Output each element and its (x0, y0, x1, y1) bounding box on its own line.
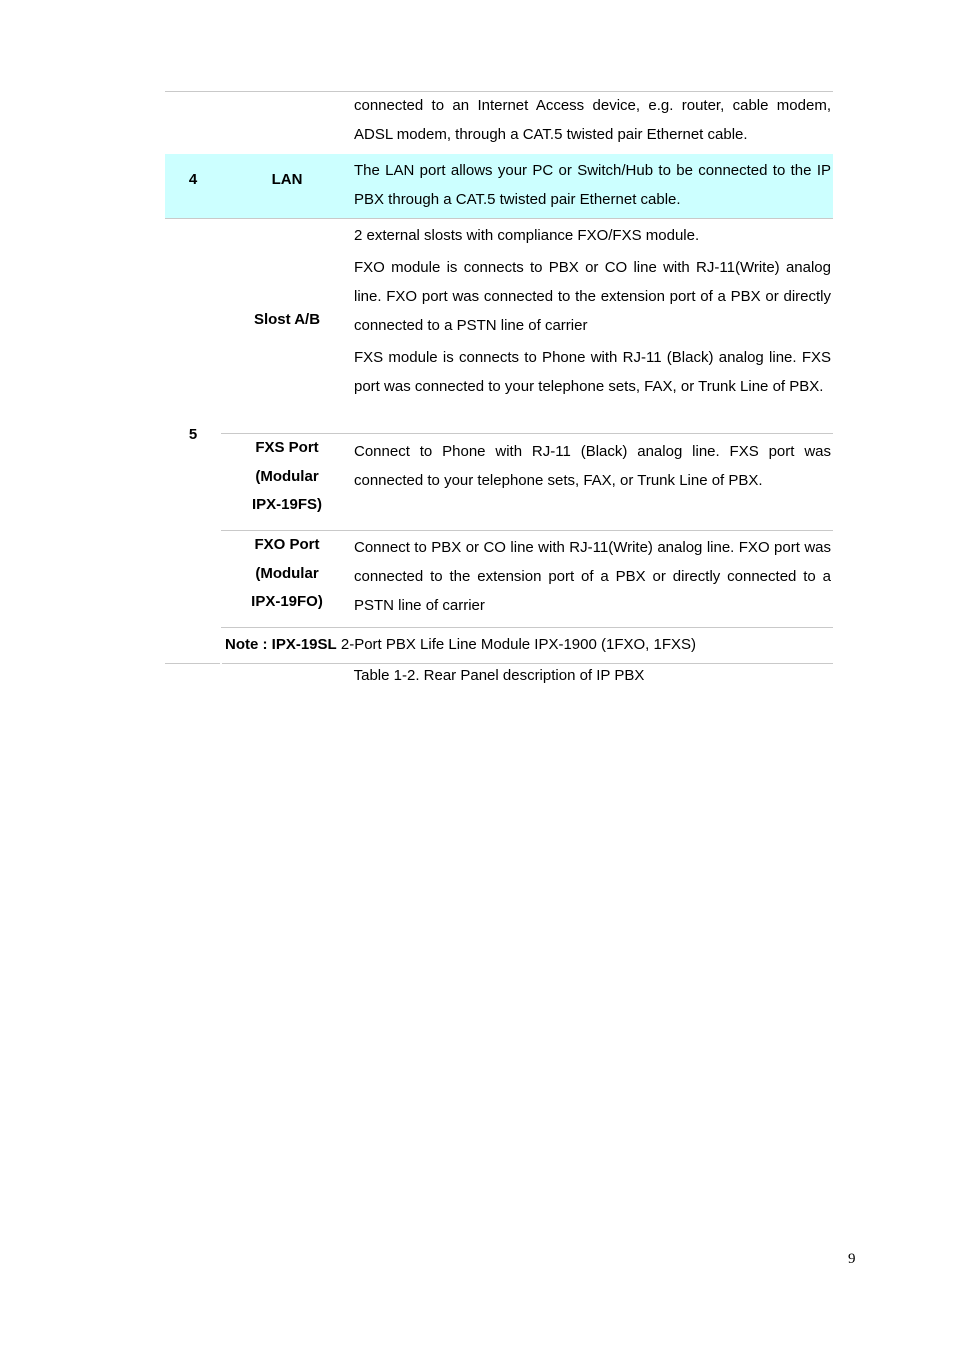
table-note (225, 636, 831, 653)
page-number: 9 (848, 1251, 856, 1267)
fxs-name-line: FXS Port (255, 439, 319, 456)
slot-paragraph: FXO module is connects to PBX or CO line with RJ-11(Write) analog line. FXO port was connected to the extension port of a PBX or directly connected to a PSTN line of carrier (354, 259, 831, 334)
slot-paragraph: FXS module is connects to Phone with RJ-11 (Black) analog line. FXS port was connected to your telephone sets, FAX, or Trunk Line of PBX. (354, 349, 831, 395)
table-row-lan (165, 154, 833, 218)
row-slot-name: Slost A/B (253, 311, 321, 328)
row-fxo-name (221, 531, 353, 617)
slot-description (354, 221, 831, 401)
row-description: connected to an Internet Access device, e.g. router, cable modem, ADSL modem, through a CAT.5 twisted pair Ethernet cable. (354, 97, 831, 143)
row-port-name: LAN (271, 171, 303, 188)
fxo-name-line: IPX-19FO) (251, 593, 323, 611)
fxo-name-line: FXO Port (254, 536, 320, 553)
fxs-description: Connect to Phone with RJ-11 (Black) analog line. FXS port was connected to your telephone sets, FAX, or Trunk Line of PBX. (354, 443, 831, 489)
note-text: 2-Port PBX Life Line Module IPX-1900 (1FXO, 1FXS) (336, 636, 697, 653)
fxs-name-line: IPX-19FS) (251, 496, 323, 514)
fxo-description: Connect to PBX or CO line with RJ-11(Write) analog line. FXO port was connected to the extension port of a PBX or directly connected to a PSTN line of carrier (354, 539, 831, 614)
slot-paragraph: 2 external slosts with compliance FXO/FXS module. (354, 227, 700, 244)
table-rule (222, 663, 833, 664)
note-label: Note : IPX-19SL (225, 636, 337, 653)
row-number: 5 (188, 426, 198, 443)
table-caption: Table 1-2. Rear Panel description of IP PBX (353, 667, 645, 684)
row-fxs-name (221, 434, 353, 520)
row-description: The LAN port allows your PC or Switch/Hub to be connected to the IP PBX through a CAT.5 twisted pair Ethernet cable. (354, 162, 831, 208)
row-number: 4 (188, 171, 198, 188)
table-rule (165, 218, 833, 219)
table-rule (165, 663, 220, 664)
fxs-name-line: (Modular (255, 467, 319, 485)
table-row-continued (165, 91, 833, 153)
fxo-name-line: (Modular (255, 564, 319, 582)
table-rule (221, 627, 833, 628)
